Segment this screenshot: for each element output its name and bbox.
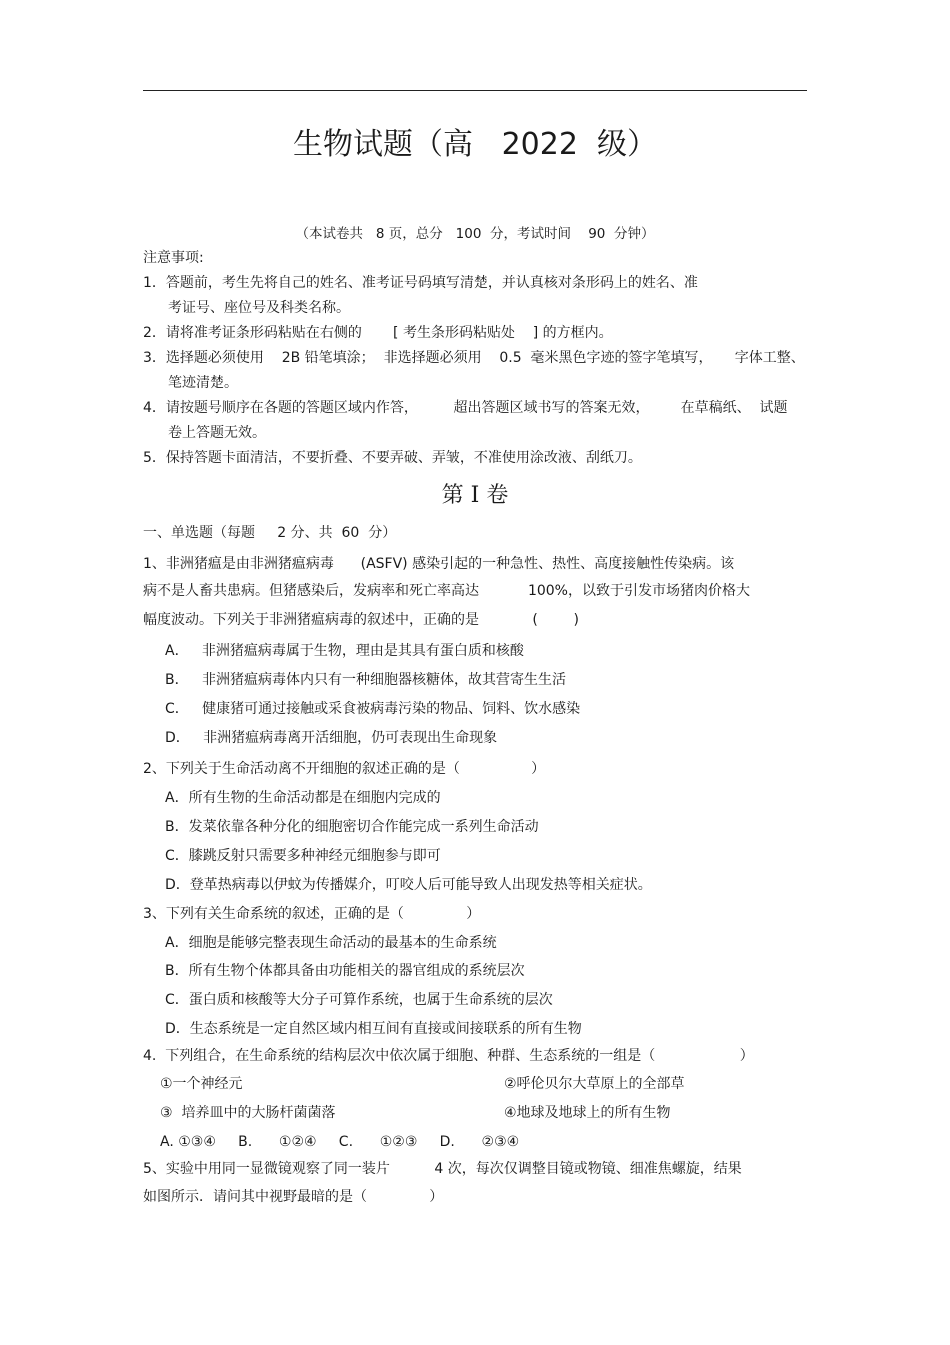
volume-heading: 第 I 卷: [441, 483, 509, 508]
page-title: 生物试题（高 2022 级）: [292, 127, 658, 162]
note-3: 3．选择题必须使用 2B 铅笔填涂； 非选择题必须用 0.5 毫米黑色字迹的签字笔填写， 字体工整、: [143, 350, 805, 366]
q4-item-4: ④地球及地球上的所有生物: [504, 1105, 671, 1121]
q3-option-a: A．细胞是能够完整表现生命活动的最基本的生命系统: [165, 935, 497, 951]
q1-option-a: A． 非洲猪瘟病毒属于生物，理由是其具有蛋白质和核酸: [165, 643, 524, 659]
note-2: 2．请将准考证条形码粘贴在右侧的 [ 考生条形码粘贴处 ] 的方框内。: [143, 325, 613, 341]
q2-stem: 2、下列关于生命活动离不开细胞的叙述正确的是（ ）: [143, 761, 546, 777]
note-3-cont: 笔迹清楚。: [168, 375, 238, 391]
q2-option-c: C．膝跳反射只需要多种神经元细胞参与即可: [165, 848, 441, 864]
q1-option-d: D． 非洲猪瘟病毒离开活细胞，仍可表现出生命现象: [165, 730, 498, 746]
q4-stem: 4. 下列组合，在生命系统的结构层次中依次属于细胞、种群、生态系统的一组是（ ）: [143, 1048, 754, 1064]
q4-options: A. ①③④ B. ①②④ C. ①②③ D. ②③④: [160, 1134, 520, 1150]
q5-stem-line-2: 如图所示．请问其中视野最暗的是（ ）: [143, 1189, 444, 1205]
note-5: 5．保持答题卡面清洁，不要折叠、不要弄破、弄皱，不准使用涂改液、刮纸刀。: [143, 450, 642, 466]
q3-option-d: D．生态系统是一定自然区域内相互间有直接或间接联系的所有生物: [165, 1021, 582, 1037]
q2-option-b: B．发菜依靠各种分化的细胞密切合作能完成一系列生命活动: [165, 819, 539, 835]
q3-option-c: C．蛋白质和核酸等大分子可算作系统，也属于生命系统的层次: [165, 992, 553, 1008]
q2-option-d: D．登革热病毒以伊蚊为传播媒介，叮咬人后可能导致人出现发热等相关症状。: [165, 877, 652, 893]
q1-option-b: B． 非洲猪瘟病毒体内只有一种细胞器核糖体，故其营寄生生活: [165, 672, 566, 688]
q4-item-1: ①一个神经元: [160, 1076, 243, 1092]
note-4-cont: 卷上答题无效。: [168, 425, 266, 441]
q2-option-a: A．所有生物的生命活动都是在细胞内完成的: [165, 790, 441, 806]
q1-option-c: C． 健康猪可通过接触或采食被病毒污染的物品、饲料、饮水感染: [165, 701, 581, 717]
q1-stem-line-1: 1、非洲猪瘟是由非洲猪瘟病毒 (ASFV) 感染引起的一种急性、热性、高度接触性传染病。该: [143, 556, 735, 572]
top-rule: [143, 90, 807, 91]
q4-item-2: ②呼伦贝尔大草原上的全部草: [504, 1076, 685, 1092]
q4-item-3: ③ 培养皿中的大肠杆菌菌落: [160, 1105, 336, 1121]
q3-option-b: B．所有生物个体都具备由功能相关的器官组成的系统层次: [165, 963, 525, 979]
q3-stem: 3、下列有关生命系统的叙述，正确的是（ ）: [143, 906, 481, 922]
exam-info: （本试卷共 8 页，总分 100 分，考试时间 90 分钟）: [295, 226, 655, 242]
q1-stem-line-3: 幅度波动。下列关于非洲猪瘟病毒的叙述中，正确的是 ( ): [143, 612, 579, 628]
note-4: 4．请按题号顺序在各题的答题区域内作答， 超出答题区域书写的答案无效， 在草稿纸、 试题: [143, 400, 788, 416]
section-heading: 一、单选题（每题 2 分、共 60 分）: [143, 525, 397, 541]
note-1: 1．答题前，考生先将自己的姓名、准考证号码填写清楚，并认真核对条形码上的姓名、准: [143, 275, 698, 291]
note-1-cont: 考证号、座位号及科类名称。: [168, 300, 350, 316]
q1-stem-line-2: 病不是人畜共患病。但猪感染后，发病率和死亡率高达 100%，以致于引发市场猪肉价格大: [143, 583, 750, 599]
q5-stem-line-1: 5、实验中用同一显微镜观察了同一装片 4 次，每次仅调整目镜或物镜、细准焦螺旋，结果: [143, 1161, 742, 1177]
notes-heading: 注意事项:: [143, 250, 204, 266]
